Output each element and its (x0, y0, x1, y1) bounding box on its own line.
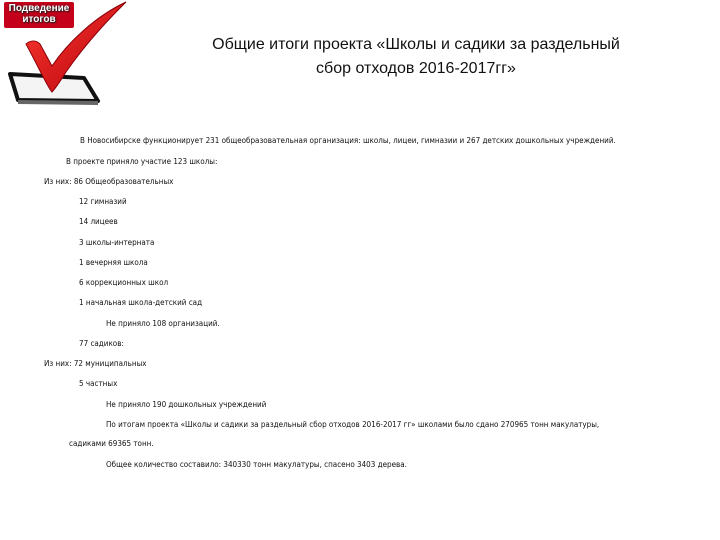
text-line: 6 коррекционных школ (79, 278, 169, 287)
text-line: Не приняло 108 организаций. (106, 319, 220, 328)
title-line-1: Общие итоги проекта «Школы и садики за раздельный (212, 36, 620, 53)
text-line: садиками 69365 тонн. (69, 439, 154, 448)
text-line: По итогам проекта «Школы и садики за раздельный сбор отходов 2016-2017 гг» школами было сдано 270965 тонн макулатуры, (106, 420, 600, 429)
text-line: Не приняло 190 дошкольных учреждений (106, 400, 267, 409)
badge-label: Подведение итогов (8, 3, 70, 25)
page-title (150, 33, 682, 81)
text-line: 12 гимназий (79, 197, 127, 206)
summary-checkmark-logo (0, 0, 140, 112)
text-line: В Новосибирске функционирует 231 общеобразовательная организация: школы, лицеи, гимназии и 267 детских дошкольных учреждений. (80, 136, 616, 145)
text-line: Общее количество составило: 340330 тонн макулатуры, спасено 3403 дерева. (106, 460, 407, 469)
text-line: 1 начальная школа-детский сад (79, 298, 203, 307)
text-line: Из них: 72 муниципальных (44, 359, 147, 368)
title-line-2: сбор отходов 2016-2017гг» (316, 60, 516, 77)
text-line: В проекте приняло участие 123 школы: (66, 157, 218, 166)
text-line: 14 лицеев (79, 217, 118, 226)
text-line: 3 школы-интерната (79, 238, 155, 247)
text-line: 77 садиков: (79, 339, 124, 348)
text-line: 1 вечерняя школа (79, 258, 148, 267)
text-line: 5 частных (79, 379, 118, 388)
text-line: Из них: 86 Общеобразовательных (44, 177, 174, 186)
